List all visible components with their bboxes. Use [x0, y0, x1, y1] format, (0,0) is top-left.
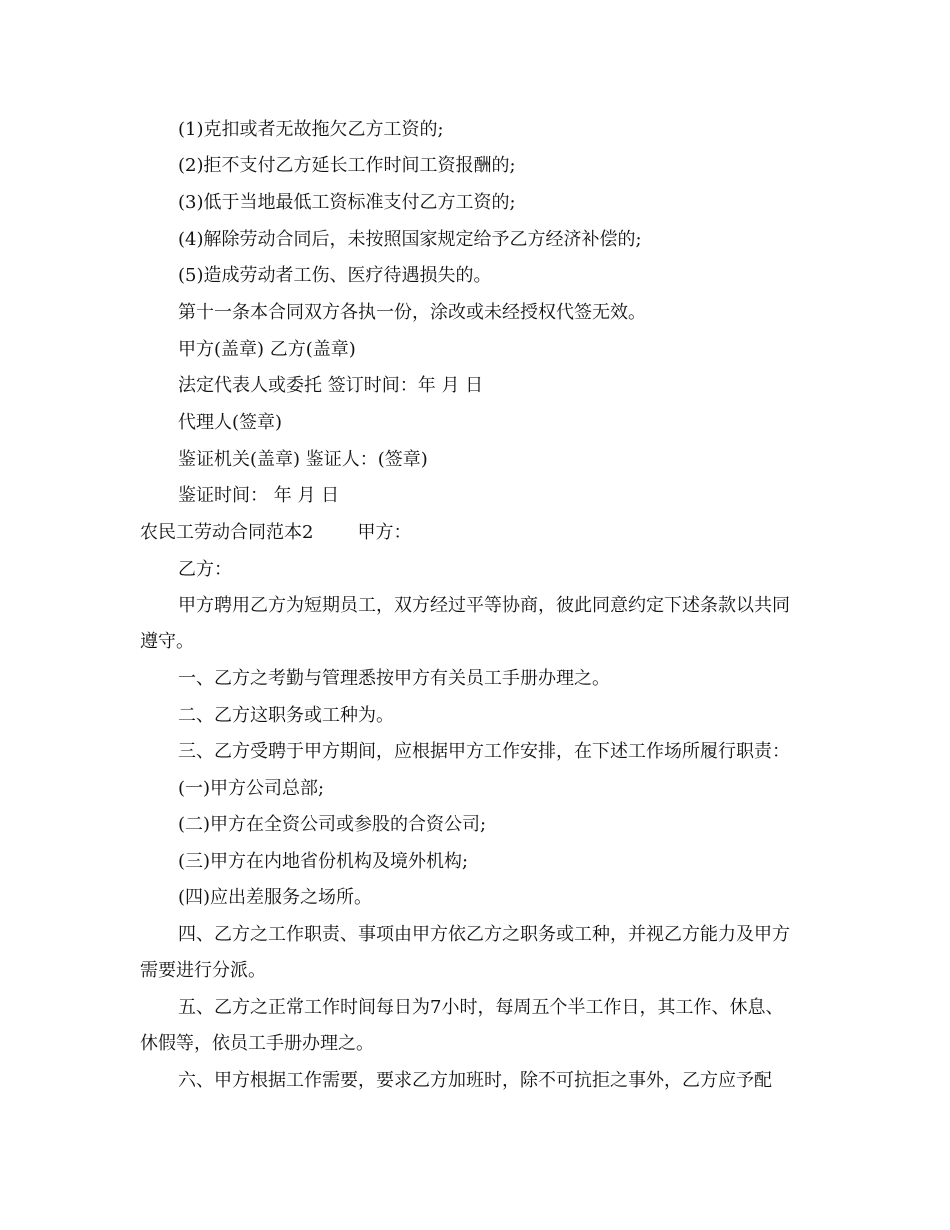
place-3: (三)甲方在内地省份机构及境外机构; [178, 851, 469, 872]
sample-2-heading [140, 521, 411, 545]
item-6-line-1: 六、甲方根据工作需要，要求乙方加班时，除不可抗拒之事外，乙方应予配 [178, 1070, 772, 1091]
item-4-line-1: 四、乙方之工作职责、事项由甲方依乙方之职务或工种，并视乙方能力及甲方 [178, 924, 790, 945]
signature-authority: 鉴证机关(盖章) 鉴证人：(签章) [178, 449, 428, 470]
article-11: 第十一条本合同双方各执一份，涂改或未经授权代签无效。 [178, 302, 646, 323]
party-a-label: 甲方： [357, 522, 412, 543]
item-4-line-2: 需要进行分派。 [140, 960, 266, 981]
clause-5: (5)造成劳动者工伤、医疗待遇损失的。 [178, 265, 492, 286]
item-1: 一、乙方之考勤与管理悉按甲方有关员工手册办理之。 [178, 668, 610, 689]
signature-agent: 代理人(签章) [178, 412, 283, 433]
sample-2-title: 农民工劳动合同范本2 [140, 522, 314, 543]
item-5-line-1: 五、乙方之正常工作时间每日为7小时，每周五个半工作日，其工作、休息、 [178, 997, 784, 1018]
item-3: 三、乙方受聘于甲方期间，应根据甲方工作安排，在下述工作场所履行职责： [178, 741, 790, 762]
intro-line-2: 遵守。 [140, 631, 194, 652]
place-1: (一)甲方公司总部; [178, 778, 325, 799]
place-4: (四)应出差服务之场所。 [178, 887, 373, 908]
clause-1: (1)克扣或者无故拖欠乙方工资的; [178, 119, 444, 140]
intro-line-1: 甲方聘用乙方为短期员工，双方经过平等协商，彼此同意约定下述条款以共同 [178, 595, 790, 616]
signature-parties: 甲方(盖章) 乙方(盖章) [178, 339, 356, 360]
clause-3: (3)低于当地最低工资标准支付乙方工资的; [178, 192, 516, 213]
place-2: (二)甲方在全资公司或参股的合资公司; [178, 814, 487, 835]
signature-date: 鉴证时间： 年 月 日 [178, 485, 340, 506]
signature-representative: 法定代表人或委托 签订时间：年 月 日 [178, 375, 484, 396]
clause-2: (2)拒不支付乙方延长工作时间工资报酬的; [178, 155, 516, 176]
party-b-label: 乙方： [178, 559, 232, 580]
item-2: 二、乙方这职务或工种为。 [178, 705, 394, 726]
item-5-line-2: 休假等，依员工手册办理之。 [140, 1033, 374, 1054]
clause-4: (4)解除劳动合同后，未按照国家规定给予乙方经济补偿的; [178, 229, 642, 250]
